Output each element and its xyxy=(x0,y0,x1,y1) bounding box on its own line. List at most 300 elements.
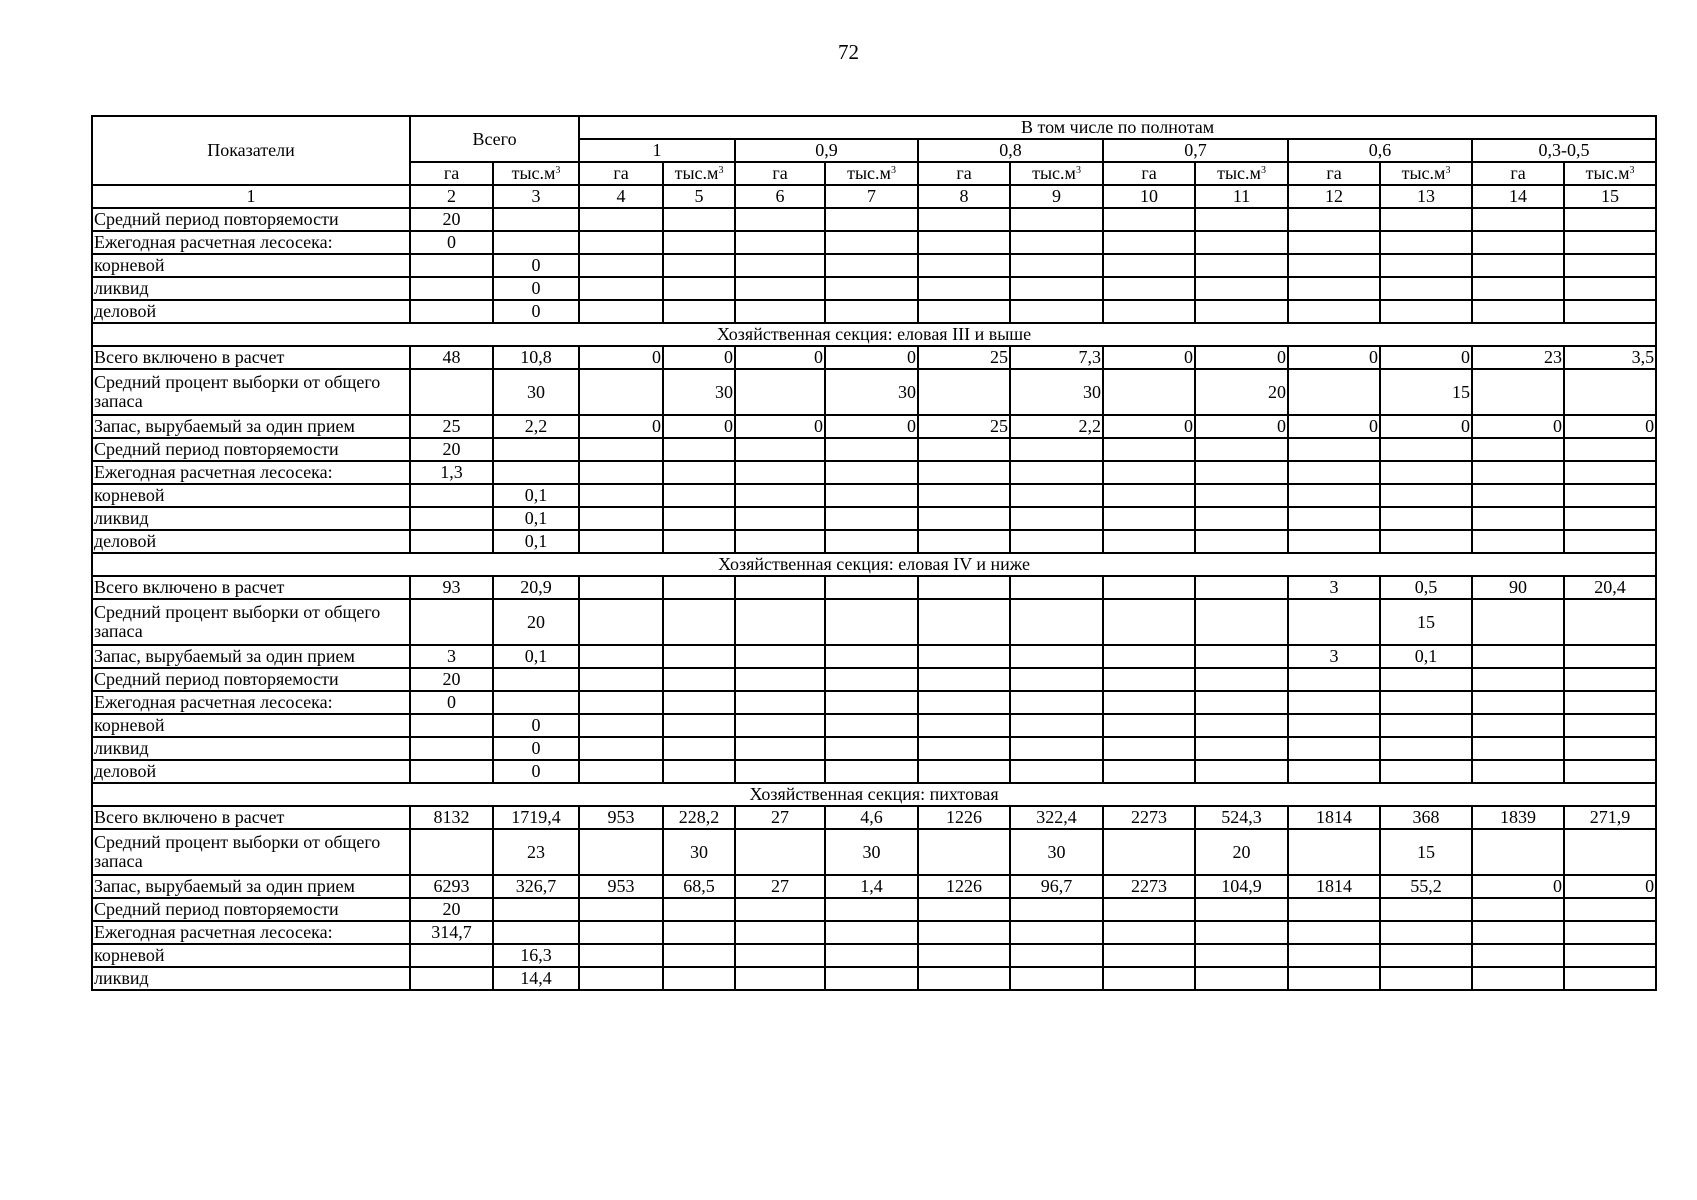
table-cell xyxy=(579,300,663,323)
table-cell xyxy=(1288,967,1380,990)
unit-volume-text: тыс.м xyxy=(1585,163,1630,184)
table-cell: 0 xyxy=(735,346,825,369)
table-cell: 0 xyxy=(663,346,735,369)
table-row xyxy=(92,898,1656,921)
table-cell xyxy=(825,530,918,553)
table-cell xyxy=(1288,208,1380,231)
row-label: Ежегодная расчетная лесосека: xyxy=(92,921,410,944)
table-cell xyxy=(1564,944,1656,967)
table-cell xyxy=(663,461,735,484)
table-cell xyxy=(663,944,735,967)
table-cell xyxy=(735,576,825,599)
table-cell xyxy=(1564,231,1656,254)
table-cell xyxy=(663,967,735,990)
table-cell xyxy=(1010,507,1103,530)
table-cell xyxy=(1564,645,1656,668)
table-cell xyxy=(1380,668,1472,691)
header-unit-ha: га xyxy=(1472,162,1564,185)
table-cell xyxy=(825,208,918,231)
unit-volume-text: тыс.м xyxy=(1032,163,1076,184)
column-number: 12 xyxy=(1288,185,1380,208)
unit-volume-text: тыс.м xyxy=(1217,163,1261,184)
table-cell: 0,5 xyxy=(1380,576,1472,599)
table-cell xyxy=(735,714,825,737)
table-cell xyxy=(1564,714,1656,737)
header-unit-volume xyxy=(663,162,735,185)
table-row xyxy=(92,553,1656,576)
table-row xyxy=(92,829,1656,875)
table-cell xyxy=(1472,967,1564,990)
table-row xyxy=(92,116,1656,139)
table-cell xyxy=(1195,484,1288,507)
table-cell xyxy=(1288,737,1380,760)
table-cell xyxy=(1564,208,1656,231)
table-cell xyxy=(579,668,663,691)
table-cell: 20 xyxy=(410,208,493,231)
row-label: Средний период повторяемости xyxy=(92,438,410,461)
table-cell xyxy=(493,231,579,254)
header-unit-volume xyxy=(1010,162,1103,185)
table-cell xyxy=(735,277,825,300)
row-label: Средний процент выборки от общего запаса xyxy=(92,369,410,415)
table-row xyxy=(92,783,1656,806)
table-cell xyxy=(1380,507,1472,530)
table-cell xyxy=(825,737,918,760)
table-cell xyxy=(918,300,1010,323)
table-cell: 0 xyxy=(735,415,825,438)
table-cell: 3 xyxy=(410,645,493,668)
table-cell xyxy=(1195,438,1288,461)
table-row xyxy=(92,231,1656,254)
table-cell: 0 xyxy=(1564,875,1656,898)
row-label: Средний период повторяемости xyxy=(92,898,410,921)
table-cell xyxy=(1103,645,1195,668)
header-unit-volume xyxy=(1380,162,1472,185)
row-label: Средний процент выборки от общего запаса xyxy=(92,599,410,645)
table-cell xyxy=(1010,277,1103,300)
table-cell: 0,1 xyxy=(493,507,579,530)
table-cell: 68,5 xyxy=(663,875,735,898)
table-cell xyxy=(1288,530,1380,553)
table-cell xyxy=(918,277,1010,300)
table-cell xyxy=(1195,921,1288,944)
row-label: Ежегодная расчетная лесосека: xyxy=(92,461,410,484)
table-cell xyxy=(825,300,918,323)
table-cell xyxy=(918,254,1010,277)
table-cell xyxy=(825,921,918,944)
table-cell xyxy=(825,599,918,645)
header-unit-volume xyxy=(1564,162,1656,185)
table-cell xyxy=(663,714,735,737)
table-cell: 0 xyxy=(1564,415,1656,438)
table-cell xyxy=(579,737,663,760)
table-cell xyxy=(735,369,825,415)
table-cell xyxy=(825,461,918,484)
table-cell xyxy=(1103,254,1195,277)
table-cell: 322,4 xyxy=(1010,806,1103,829)
table-cell: 20,4 xyxy=(1564,576,1656,599)
row-label: корневой xyxy=(92,484,410,507)
table-cell xyxy=(918,530,1010,553)
table-cell xyxy=(918,691,1010,714)
table-cell xyxy=(825,438,918,461)
table-cell: 0,1 xyxy=(493,530,579,553)
table-cell xyxy=(1103,231,1195,254)
table-cell xyxy=(579,254,663,277)
table-cell xyxy=(1472,254,1564,277)
table-cell xyxy=(1103,300,1195,323)
table-cell: 2,2 xyxy=(1010,415,1103,438)
table-row xyxy=(92,369,1656,415)
table-cell xyxy=(493,921,579,944)
table-cell xyxy=(1380,898,1472,921)
table-cell xyxy=(1103,461,1195,484)
table-cell xyxy=(918,438,1010,461)
table-cell xyxy=(1288,254,1380,277)
table-cell xyxy=(735,208,825,231)
column-number: 15 xyxy=(1564,185,1656,208)
table-cell: 23 xyxy=(493,829,579,875)
table-row xyxy=(92,277,1656,300)
table-row xyxy=(92,185,1656,208)
table-cell xyxy=(1195,944,1288,967)
row-label: Средний период повторяемости xyxy=(92,668,410,691)
row-label: Запас, вырубаемый за один прием xyxy=(92,645,410,668)
row-label: Запас, вырубаемый за один прием xyxy=(92,875,410,898)
table-cell xyxy=(1564,369,1656,415)
table-cell xyxy=(918,944,1010,967)
table-cell xyxy=(1288,369,1380,415)
table-cell xyxy=(1380,461,1472,484)
table-cell xyxy=(1564,530,1656,553)
table-cell xyxy=(735,507,825,530)
table-cell xyxy=(1288,760,1380,783)
table-cell xyxy=(1380,277,1472,300)
table-cell xyxy=(1288,277,1380,300)
table-cell: 4,6 xyxy=(825,806,918,829)
table-cell: 23 xyxy=(1472,346,1564,369)
column-number: 2 xyxy=(410,185,493,208)
table-cell xyxy=(1195,760,1288,783)
table-cell: 20 xyxy=(1195,829,1288,875)
table-cell xyxy=(1380,231,1472,254)
table-cell xyxy=(1564,277,1656,300)
table-cell xyxy=(1010,231,1103,254)
row-label: деловой xyxy=(92,760,410,783)
table-cell: 0 xyxy=(579,415,663,438)
header-unit-ha: га xyxy=(1288,162,1380,185)
table-cell xyxy=(1103,714,1195,737)
table-cell xyxy=(410,599,493,645)
table-cell xyxy=(579,645,663,668)
table-cell: 27 xyxy=(735,806,825,829)
header-by-density: В том числе по полнотам xyxy=(579,116,1656,139)
table-cell xyxy=(735,438,825,461)
table-cell: 0 xyxy=(1103,415,1195,438)
table-cell xyxy=(579,967,663,990)
column-number: 10 xyxy=(1103,185,1195,208)
table-cell xyxy=(825,576,918,599)
table-cell xyxy=(1564,668,1656,691)
table-cell xyxy=(493,898,579,921)
table-cell xyxy=(410,484,493,507)
table-cell xyxy=(663,231,735,254)
table-cell xyxy=(1195,530,1288,553)
table-cell xyxy=(493,668,579,691)
table-cell xyxy=(1380,484,1472,507)
table-cell xyxy=(1195,576,1288,599)
table-cell: 14,4 xyxy=(493,967,579,990)
table-cell xyxy=(918,231,1010,254)
table-cell xyxy=(918,484,1010,507)
row-label: ликвид xyxy=(92,507,410,530)
table-cell xyxy=(1010,921,1103,944)
table-cell xyxy=(1103,208,1195,231)
row-label: Средний процент выборки от общего запаса xyxy=(92,829,410,875)
table-cell: 0 xyxy=(1472,875,1564,898)
table-cell xyxy=(825,898,918,921)
table-cell: 1,3 xyxy=(410,461,493,484)
table-cell xyxy=(1103,599,1195,645)
table-cell xyxy=(918,829,1010,875)
table-row xyxy=(92,944,1656,967)
unit-volume-exponent: 3 xyxy=(555,165,561,177)
table-cell xyxy=(1564,254,1656,277)
table-cell xyxy=(579,277,663,300)
table-cell xyxy=(663,737,735,760)
table-cell: 20 xyxy=(410,438,493,461)
table-cell xyxy=(735,921,825,944)
table-cell xyxy=(1195,714,1288,737)
table-cell xyxy=(579,576,663,599)
row-label: Ежегодная расчетная лесосека: xyxy=(92,691,410,714)
column-number: 9 xyxy=(1010,185,1103,208)
table-cell xyxy=(1288,507,1380,530)
table-cell xyxy=(1010,668,1103,691)
table-cell xyxy=(918,507,1010,530)
table-cell: 1,4 xyxy=(825,875,918,898)
table-cell: 20 xyxy=(410,898,493,921)
table-cell xyxy=(918,668,1010,691)
row-label: корневой xyxy=(92,944,410,967)
table-cell: 0 xyxy=(410,231,493,254)
header-unit-volume xyxy=(1195,162,1288,185)
table-cell xyxy=(1010,760,1103,783)
column-number: 3 xyxy=(493,185,579,208)
table-cell: 0 xyxy=(1103,346,1195,369)
table-cell xyxy=(735,484,825,507)
table-cell xyxy=(918,208,1010,231)
table-cell xyxy=(825,484,918,507)
table-cell xyxy=(663,507,735,530)
table-cell xyxy=(1472,714,1564,737)
unit-volume-text: тыс.м xyxy=(847,163,891,184)
table-cell xyxy=(579,507,663,530)
table-cell: 20 xyxy=(410,668,493,691)
table-cell: 0 xyxy=(1288,346,1380,369)
table-cell xyxy=(1103,760,1195,783)
unit-volume-exponent: 3 xyxy=(1445,165,1451,177)
table-cell: 314,7 xyxy=(410,921,493,944)
table-cell xyxy=(579,829,663,875)
table-cell xyxy=(410,530,493,553)
header-density-group: 0,9 xyxy=(735,139,918,162)
table-cell: 6293 xyxy=(410,875,493,898)
table-cell xyxy=(918,369,1010,415)
table-cell xyxy=(1103,369,1195,415)
table-cell: 55,2 xyxy=(1380,875,1472,898)
table-cell xyxy=(1564,967,1656,990)
table-cell: 0 xyxy=(1288,415,1380,438)
table-cell xyxy=(1288,829,1380,875)
table-cell xyxy=(1472,461,1564,484)
table-cell xyxy=(1195,300,1288,323)
table-cell: 0,1 xyxy=(1380,645,1472,668)
table-cell: 0,1 xyxy=(493,484,579,507)
section-title: Хозяйственная секция: пихтовая xyxy=(92,783,1656,806)
table-cell xyxy=(1472,691,1564,714)
table-cell xyxy=(1195,691,1288,714)
table-cell xyxy=(735,760,825,783)
table-cell xyxy=(1010,944,1103,967)
table-cell xyxy=(1195,668,1288,691)
table-cell xyxy=(735,254,825,277)
table-cell xyxy=(1288,461,1380,484)
table-cell xyxy=(579,208,663,231)
row-label: Ежегодная расчетная лесосека: xyxy=(92,231,410,254)
table-cell xyxy=(1472,208,1564,231)
table-cell xyxy=(410,507,493,530)
table-cell: 0 xyxy=(1195,415,1288,438)
table-cell xyxy=(410,300,493,323)
table-cell xyxy=(1010,438,1103,461)
table-cell xyxy=(735,461,825,484)
table-cell xyxy=(825,254,918,277)
table-cell xyxy=(918,645,1010,668)
table-cell xyxy=(1195,208,1288,231)
table-cell xyxy=(1195,599,1288,645)
column-number: 6 xyxy=(735,185,825,208)
table-cell xyxy=(825,967,918,990)
table-cell xyxy=(825,944,918,967)
table-cell xyxy=(735,530,825,553)
table-cell xyxy=(735,645,825,668)
table-cell: 326,7 xyxy=(493,875,579,898)
table-cell xyxy=(918,967,1010,990)
unit-volume-text: тыс.м xyxy=(1401,163,1446,184)
table-cell: 25 xyxy=(918,346,1010,369)
table-row xyxy=(92,599,1656,645)
column-number: 11 xyxy=(1195,185,1288,208)
table-row xyxy=(92,208,1656,231)
row-label: ликвид xyxy=(92,277,410,300)
table-cell xyxy=(663,208,735,231)
table-cell: 48 xyxy=(410,346,493,369)
table-row xyxy=(92,645,1656,668)
table-cell xyxy=(1472,599,1564,645)
table-cell xyxy=(1103,438,1195,461)
cutting-area-table xyxy=(91,115,1657,991)
table-cell xyxy=(1010,737,1103,760)
table-row xyxy=(92,967,1656,990)
table-cell xyxy=(663,576,735,599)
table-cell xyxy=(1564,507,1656,530)
row-label: ликвид xyxy=(92,737,410,760)
table-cell: 90 xyxy=(1472,576,1564,599)
table-cell: 368 xyxy=(1380,806,1472,829)
table-cell xyxy=(735,599,825,645)
unit-volume-exponent: 3 xyxy=(1629,165,1635,177)
table-cell xyxy=(1103,737,1195,760)
table-row xyxy=(92,691,1656,714)
table-cell xyxy=(1380,760,1472,783)
table-cell xyxy=(579,944,663,967)
table-cell xyxy=(825,668,918,691)
table-cell xyxy=(410,254,493,277)
column-number: 5 xyxy=(663,185,735,208)
table-cell xyxy=(735,898,825,921)
table-cell xyxy=(1103,829,1195,875)
header-total: Всего xyxy=(410,116,579,162)
table-cell xyxy=(663,645,735,668)
table-cell xyxy=(579,461,663,484)
table-cell xyxy=(1472,921,1564,944)
table-cell xyxy=(1564,300,1656,323)
table-cell: 0 xyxy=(579,346,663,369)
table-cell xyxy=(663,254,735,277)
table-cell xyxy=(1564,438,1656,461)
table-cell: 0,1 xyxy=(493,645,579,668)
column-number: 13 xyxy=(1380,185,1472,208)
table-cell: 30 xyxy=(825,829,918,875)
table-cell xyxy=(825,714,918,737)
table-cell xyxy=(1472,829,1564,875)
table-cell xyxy=(1380,944,1472,967)
table-row xyxy=(92,875,1656,898)
table-cell: 10,8 xyxy=(493,346,579,369)
table-cell xyxy=(410,737,493,760)
table-cell xyxy=(1103,530,1195,553)
column-number: 4 xyxy=(579,185,663,208)
table-cell xyxy=(1195,461,1288,484)
table-cell xyxy=(825,691,918,714)
row-label: ликвид xyxy=(92,967,410,990)
table-cell xyxy=(663,530,735,553)
header-unit-ha: га xyxy=(579,162,663,185)
table-row xyxy=(92,415,1656,438)
table-row xyxy=(92,323,1656,346)
table-cell xyxy=(735,300,825,323)
table-cell xyxy=(1103,576,1195,599)
table-cell: 0 xyxy=(825,346,918,369)
table-cell xyxy=(1472,369,1564,415)
table-cell xyxy=(1380,967,1472,990)
table-row xyxy=(92,576,1656,599)
table-cell: 20 xyxy=(1195,369,1288,415)
table-cell: 27 xyxy=(735,875,825,898)
table-cell xyxy=(1010,254,1103,277)
header-density-group: 0,3-0,5 xyxy=(1472,139,1656,162)
table-cell xyxy=(1288,231,1380,254)
table-cell xyxy=(918,921,1010,944)
table-cell xyxy=(1288,921,1380,944)
table-cell xyxy=(1195,231,1288,254)
table-cell xyxy=(1472,668,1564,691)
table-cell xyxy=(1472,300,1564,323)
header-unit-ha: га xyxy=(1103,162,1195,185)
table-cell xyxy=(1103,921,1195,944)
table-row xyxy=(92,507,1656,530)
